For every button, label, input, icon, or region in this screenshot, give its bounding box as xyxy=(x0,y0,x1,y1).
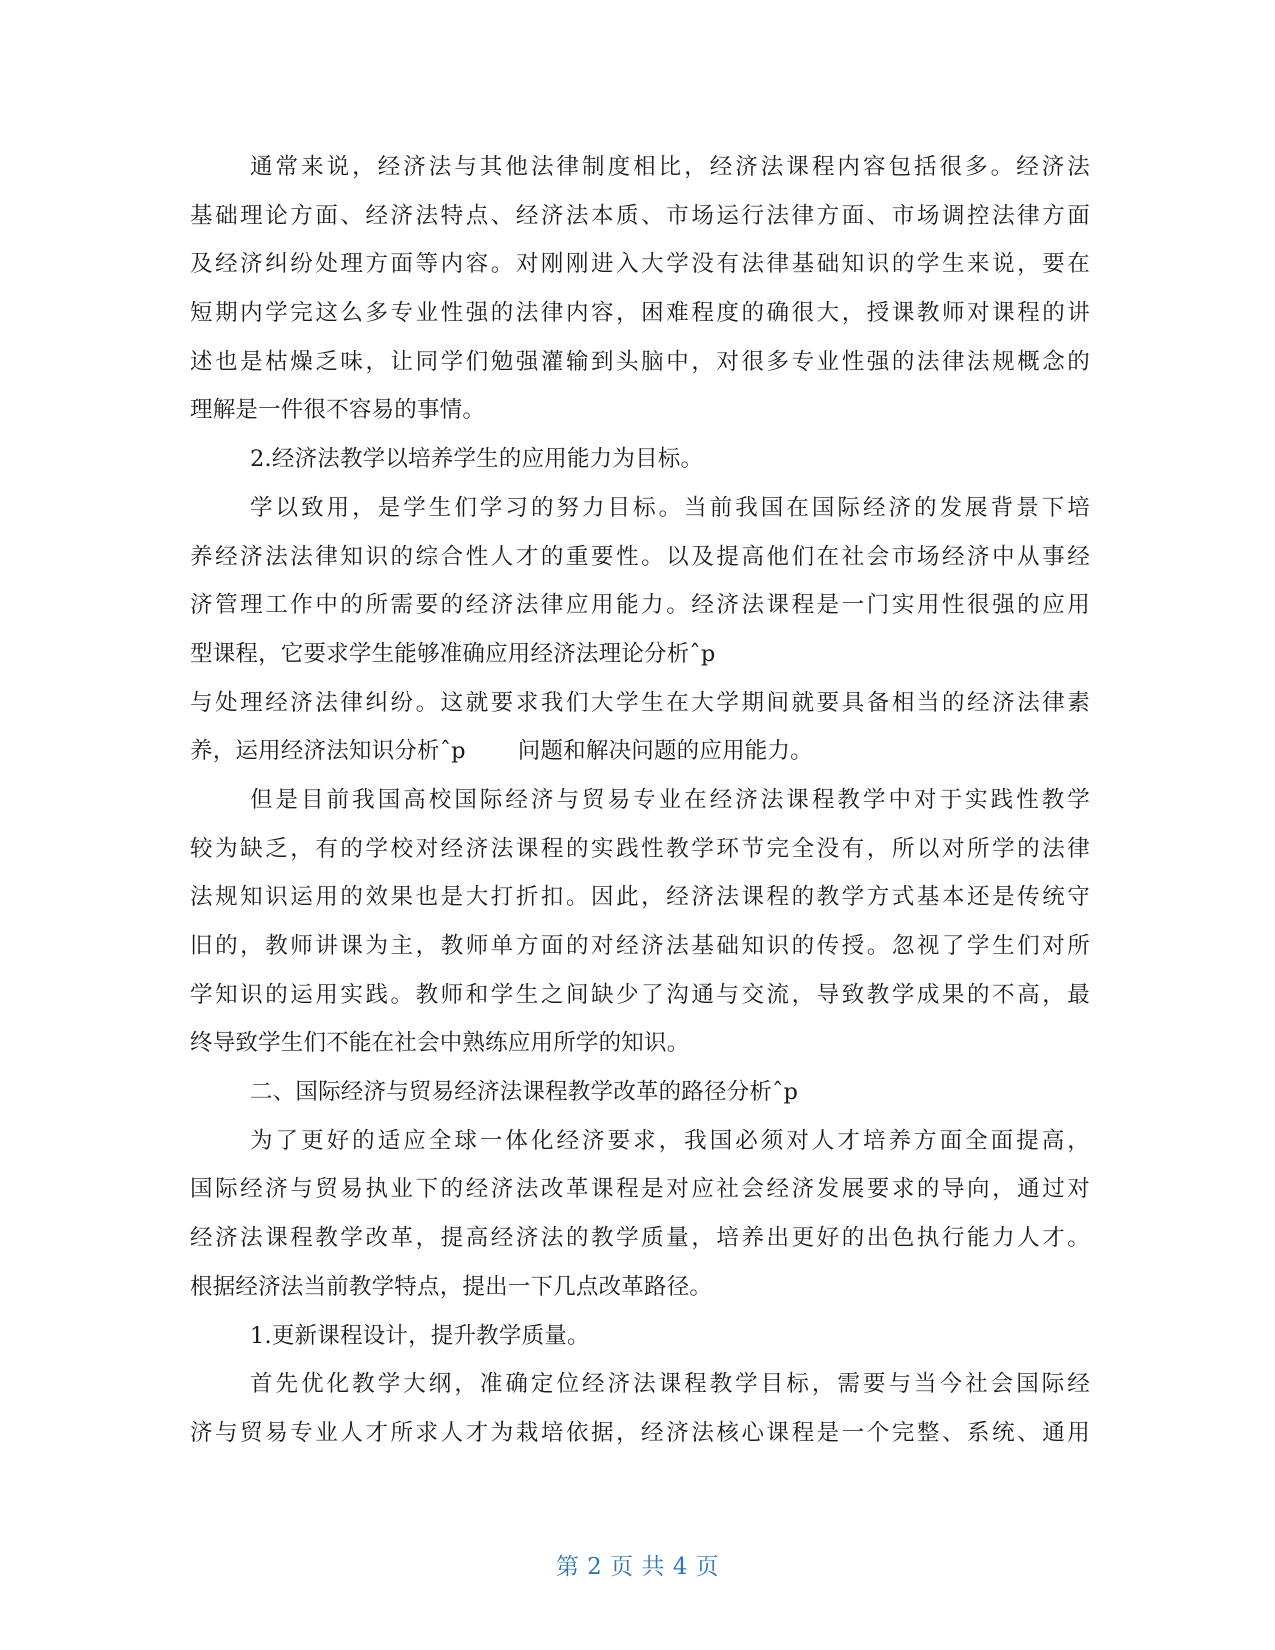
page-number-footer: 第 2 页 共 4 页 xyxy=(555,1554,720,1580)
text-line: 国际经济与贸易执业下的经济法改革课程是对应社会经济发展要求的导向，通过对 xyxy=(190,1176,1090,1203)
text-line xyxy=(190,727,1090,776)
text-line: 述也是枯燥乏味，让同学们勉强灌输到头脑中，对很多专业性强的法律法规概念的 xyxy=(190,348,1090,375)
text-line: 养经济法法律知识的综合性人才的重要性。以及提高他们在社会市场经济中从事经 xyxy=(190,543,1090,570)
text-fragment: 问题和解决问题的应用能力。 xyxy=(517,738,813,765)
text-line: 济与贸易专业人才所求人才为栽培依据，经济法核心课程是一个完整、系统、通用 xyxy=(190,1419,1090,1446)
text-line: 学知识的运用实践。教师和学生之间缺少了沟通与交流，导致教学成果的不高，最 xyxy=(190,981,1090,1008)
text-line: 经济法课程教学改革，提高经济法的教学质量，培养出更好的出色执行能力人才。 xyxy=(190,1225,1090,1252)
section-heading: 2.经济法教学以培养学生的应用能力为目标。 xyxy=(250,446,704,473)
text-line: 短期内学完这么多专业性强的法律内容，困难程度的确很大，授课教师对课程的讲 xyxy=(190,300,1090,327)
section-heading: 1.更新课程设计，提升教学质量。 xyxy=(250,1322,590,1349)
text-line: 法规知识运用的效果也是大打折扣。因此，经济法课程的教学方式基本还是传统守 xyxy=(190,884,1090,911)
text-line: 通常来说，经济法与其他法律制度相比，经济法课程内容包括很多。经济法 xyxy=(250,154,1090,180)
text-line: 学以致用，是学生们学习的努力目标。当前我国在国际经济的发展背景下培 xyxy=(250,494,1090,521)
text-line: 与处理经济法律纠纷。这就要求我们大学生在大学期间就要具备相当的经济法律素 xyxy=(190,689,1090,716)
text-line: 较为缺乏，有的学校对经济法课程的实践性教学环节完全没有，所以对所学的法律 xyxy=(190,835,1090,862)
text-line: 型课程，它要求学生能够准确应用经济法理论分析ˆp xyxy=(190,640,716,667)
text-line: 终导致学生们不能在社会中熟练应用所学的知识。 xyxy=(190,1030,690,1057)
body-text xyxy=(190,143,1090,1458)
section-heading: 二、国际经济与贸易经济法课程教学改革的路径分析ˆp xyxy=(250,1079,799,1106)
text-line: 旧的，教师讲课为主，教师单方面的对经济法基础知识的传授。忽视了学生们对所 xyxy=(190,933,1090,959)
text-line: 理解是一件很不容易的事情。 xyxy=(190,397,486,424)
text-line: 济管理工作中的所需要的经济法律应用能力。经济法课程是一门实用性很强的应用 xyxy=(190,592,1090,619)
text-line: 但是目前我国高校国际经济与贸易专业在经济法课程教学中对于实践性教学 xyxy=(250,786,1090,813)
text-line: 首先优化教学大纲，准确定位经济法课程教学目标，需要与当今社会国际经 xyxy=(250,1371,1090,1398)
text-line: 及经济纠纷处理方面等内容。对刚刚进入大学没有法律基础知识的学生来说，要在 xyxy=(190,251,1090,278)
text-fragment: 养，运用经济法知识分析ˆp xyxy=(190,738,466,765)
text-line: 为了更好的适应全球一体化经济要求，我国必须对人才培养方面全面提高， xyxy=(250,1127,1090,1154)
text-line: 基础理论方面、经济法特点、经济法本质、市场运行法律方面、市场调控法律方面 xyxy=(190,202,1090,229)
text-line: 根据经济法当前教学特点，提出一下几点改革路径。 xyxy=(190,1273,713,1300)
